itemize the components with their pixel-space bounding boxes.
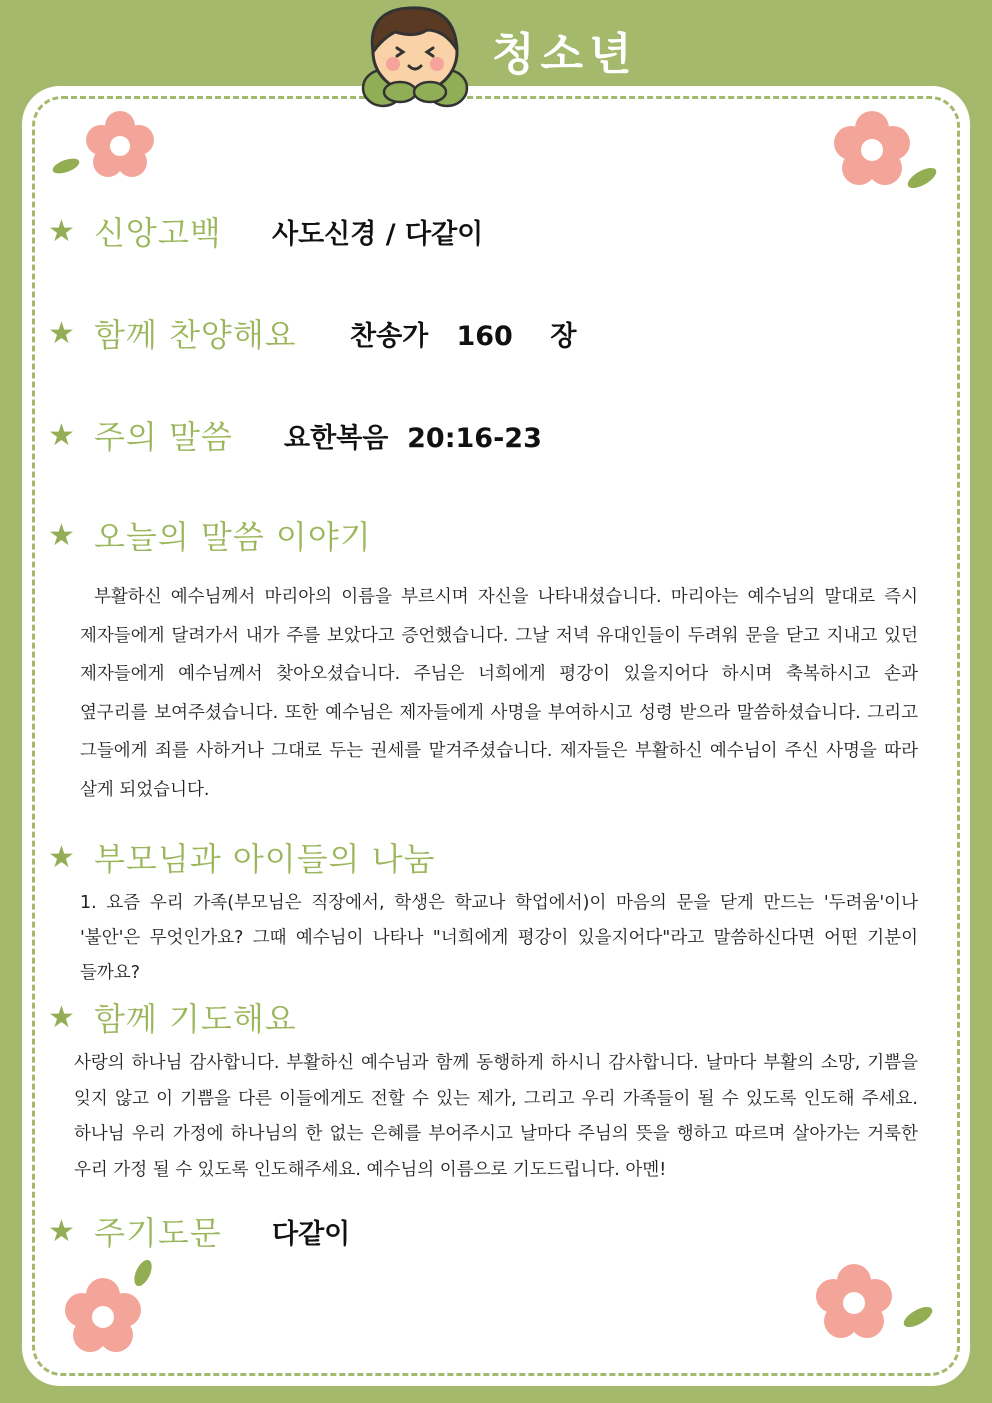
section-label: 주기도문: [94, 1214, 222, 1252]
star-icon: ★: [48, 213, 75, 249]
section-lords-prayer: [48, 1208, 222, 1254]
section-sharing: [48, 834, 435, 880]
star-icon: ★: [48, 517, 75, 553]
section-label: 함께 기도해요: [94, 1000, 297, 1038]
prayer-paragraph: 사랑의 하나님 감사합니다. 부활하신 예수님과 함께 동행하게 하시니 감사합니다. 날마다 부활의 소망, 기쁨을 잊지 않고 이 기쁨을 다른 이들에게도 전할 수 있는 제가, 그리고 우리 가족들이 될 수 있도록 인도해 주세요. 하나님 우리 가정에 하나님의 한 없는 은혜를 부어주시고 날마다 주님의 뜻을 행하고 따르며 살아가는 거룩한 우리 가정 될 수 있도록 인도해주세요. 예수님의 이름으로 기도드립니다. 아멘!: [74, 1053, 918, 1180]
flower-icon: [55, 1255, 175, 1365]
section-prayer: [48, 994, 297, 1040]
boy-face-icon: [355, 0, 475, 115]
hymn-value: 찬송가 160 장: [350, 321, 577, 352]
star-icon: ★: [48, 315, 75, 351]
section-label: 오늘의 말씀 이야기: [94, 518, 372, 556]
flower-icon: [826, 110, 946, 195]
lords-prayer-value: 다같이: [272, 1219, 351, 1250]
section-creed: [48, 208, 222, 254]
star-icon: ★: [48, 999, 75, 1035]
section-hymn: [48, 310, 297, 356]
flower-icon: [48, 108, 168, 188]
scripture-value: 요한복음 20:16-23: [284, 423, 542, 454]
creed-value: 사도신경 / 다같이: [272, 219, 484, 250]
section-story: [48, 512, 372, 558]
star-icon: ★: [48, 839, 75, 875]
section-label: 신앙고백: [94, 214, 222, 252]
star-icon: ★: [48, 1213, 75, 1249]
section-scripture: [48, 412, 233, 458]
section-label: 부모님과 아이들의 나눔: [94, 840, 436, 878]
section-label: 함께 찬양해요: [94, 316, 297, 354]
sharing-paragraph: 1. 요즘 우리 가족(부모님은 직장에서, 학생은 학교나 학업에서)이 마음의 문을 닫게 만드는 '두려움'이나 '불안'은 무엇인가요? 그때 예수님이 나타나 "너희에게 평강이 있을지어다"라고 말씀하신다면 어떤 기분이 들까요?: [80, 893, 918, 983]
section-label: 주의 말씀: [94, 418, 233, 456]
story-paragraph: 부활하신 예수님께서 마리아의 이름을 부르시며 자신을 나타내셨습니다. 마리아는 예수님의 말대로 즉시 제자들에게 달려가서 내가 주를 보았다고 증언했습니다. 그날 저녁 유대인들이 두려워 문을 닫고 지내고 있던 제자들에게 예수님께서 찾아오셨습니다. 주님은 너희에게 평강이 있을지어다 하시며 축복하시고 손과 옆구리를 보여주셨습니다. 또한 예수님은 제자들에게 사명을 부여하시고 성령 받으라 말씀하셨습니다. 그리고 그들에게 죄를 사하거나 그대로 두는 권세를 맡겨주셨습니다. 제자들은 부활하신 예수님이 주신 사명을 따라 살게 되었습니다.: [80, 587, 918, 800]
page-title: 청소년: [492, 29, 638, 80]
star-icon: ★: [48, 417, 75, 453]
flower-icon: [806, 1255, 946, 1365]
